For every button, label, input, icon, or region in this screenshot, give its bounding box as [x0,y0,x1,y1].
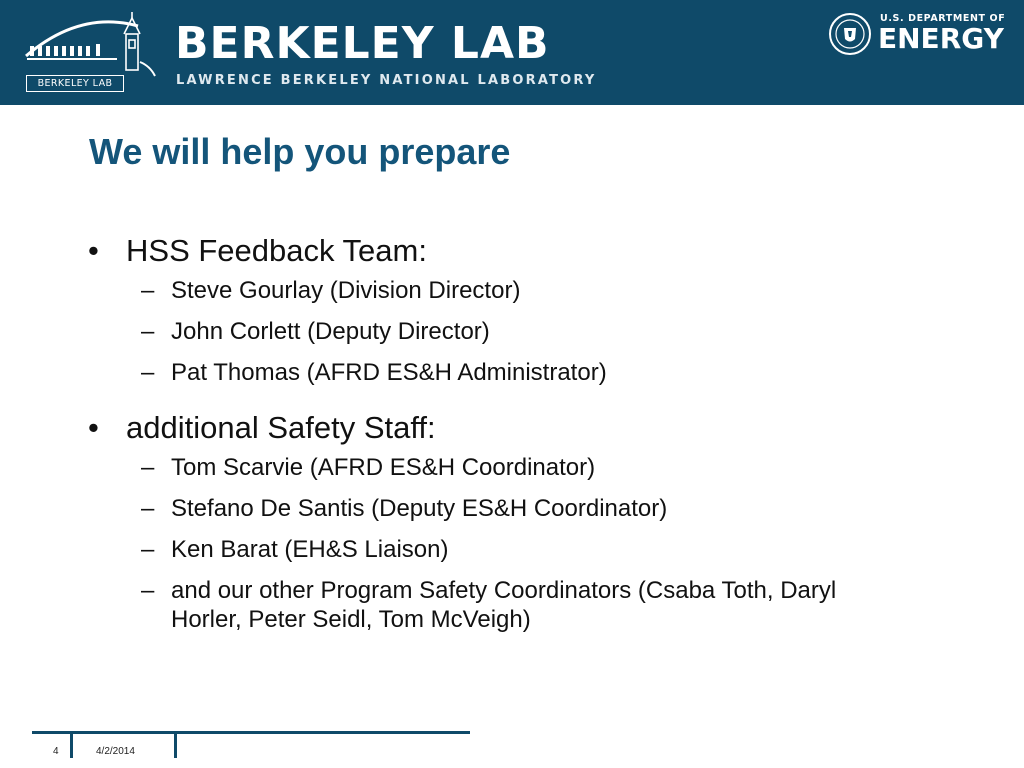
brand-subtitle: LAWRENCE BERKELEY NATIONAL LABORATORY [176,73,597,88]
brand-title: BERKELEY LAB [175,18,550,69]
sub-list [0,274,1024,405]
sub-bullet-item [0,494,891,523]
dash-icon: – [141,577,155,604]
page-number: 4 [53,746,59,757]
bullet-group-safety-staff [0,405,1024,652]
sub-bullet-text: Ken Barat (EH&S Liaison) [171,536,449,563]
sub-bullet-text: and our other Program Safety Coordinators (Csaba Toth, Daryl Horler, Peter Seidl, Tom McVeigh) [171,577,837,633]
doe-top-label: U.S. DEPARTMENT OF [880,13,1006,24]
sub-bullet-item [0,535,891,564]
sub-bullet-text: Steve Gourlay (Division Director) [171,277,521,304]
bullet-dot-icon: • [88,233,99,268]
bullet-text: additional Safety Staff: [126,410,436,445]
sub-bullet-text: Pat Thomas (AFRD ES&H Administrator) [171,359,607,386]
footer-tick [70,734,73,758]
logo-label: BERKELEY LAB [26,75,124,92]
bullet-item [0,405,1024,451]
bullet-item [0,228,1024,274]
sub-bullet-item [0,453,891,482]
bullet-text: HSS Feedback Team: [126,233,427,268]
dash-icon: – [141,318,155,345]
sub-bullet-text: Tom Scarvie (AFRD ES&H Coordinator) [171,454,596,481]
sub-bullet-text: Stefano De Santis (Deputy ES&H Coordinator) [171,495,668,522]
sub-bullet-text: John Corlett (Deputy Director) [171,318,490,345]
footer-tick [174,734,177,758]
sub-bullet-item [0,317,891,346]
doe-main-label: ENERGY [878,22,1004,55]
dash-icon: – [141,495,155,522]
sub-bullet-item [0,576,891,634]
footer-divider [32,731,470,734]
dash-icon: – [141,359,155,386]
bullet-dot-icon: • [88,410,99,445]
header-banner [0,0,1024,105]
doe-seal-icon [828,12,872,56]
sub-bullet-item [0,358,891,387]
sub-bullet-item [0,276,891,305]
slide-title: We will help you prepare [89,131,511,172]
bullet-group-feedback-team [0,228,1024,405]
bullet-list [0,228,1024,652]
sub-list [0,451,1024,652]
dash-icon: – [141,536,155,563]
dash-icon: – [141,277,155,304]
footer-date: 4/2/2014 [96,746,135,757]
dash-icon: – [141,454,155,481]
